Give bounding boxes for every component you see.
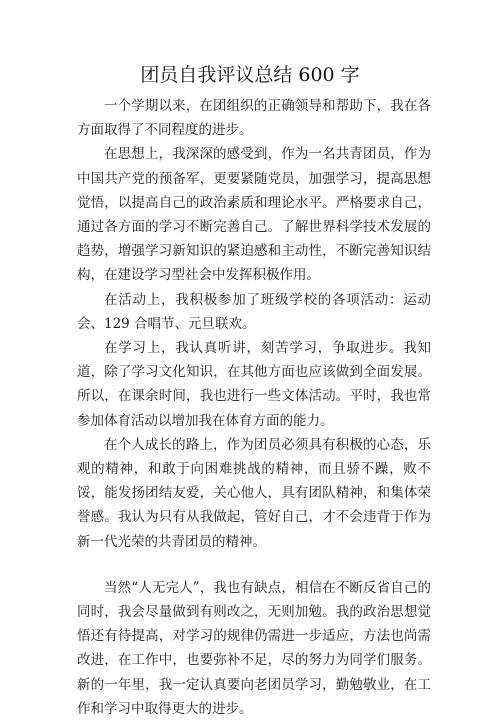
paragraph-study: 在学习上，我认真听讲，刻苦学习，争取进步。我知道，除了学习文化知识，在其他方面也应该做到全面发展。所以，在课余时间，我也进行一些文体活动。平时，我也常参加体育活动以增加我在体育方面的能力。	[77, 340, 431, 429]
document-body	[77, 94, 431, 721]
paragraph-gap	[77, 554, 431, 576]
paragraph-thought: 在思想上，我深深的感受到，作为一名共青团员，作为中国共产党的预备军，更要紧随党员，加强学习，提高思想觉悟，以提高自己的政治素质和理论水平。严格要求自己，通过各方面的学习不断完善自己。了解世界科学技术发展的趋势，增强学习新知识的紧迫感和主动性，不断完善知识结构，在建设学习型社会中发挥积极作用。	[77, 146, 431, 284]
paragraph-conclusion: 当然“人无完人”，我也有缺点，相信在不断反省自己的同时，我会尽量做到有则改之，无则加勉。我的政治思想觉悟还有待提高，对学习的规律仍需进一步适应，方法也尚需改进，在工作中，也要弥补不足，尽的努力为同学们服务。新的一年里，我一定认真要向老团员学习，勤勉敬业，在工作和学习中取得更大的进步。	[77, 579, 431, 717]
document-title: 团员自我评议总结 600 字	[140, 64, 360, 86]
paragraph-intro: 一个学期以来，在团组织的正确领导和帮助下，我在各方面取得了不同程度的进步。	[77, 98, 431, 139]
paragraph-growth: 在个人成长的路上，作为团员必须具有积极的心态，乐观的精神，和敢于向困难挑战的精神，而且骄不躁，败不馁，能发扬团结友爱，关心他人，具有团队精神，和集体荣誉感。我认为只有从我做起，管好自己，才不会违背于作为新一代光荣的共青团员的精神。	[77, 436, 431, 550]
paragraph-activities: 在活动上，我积极参加了班级学校的各项活动：运动会、129 合唱节、元旦联欢。	[77, 291, 431, 332]
